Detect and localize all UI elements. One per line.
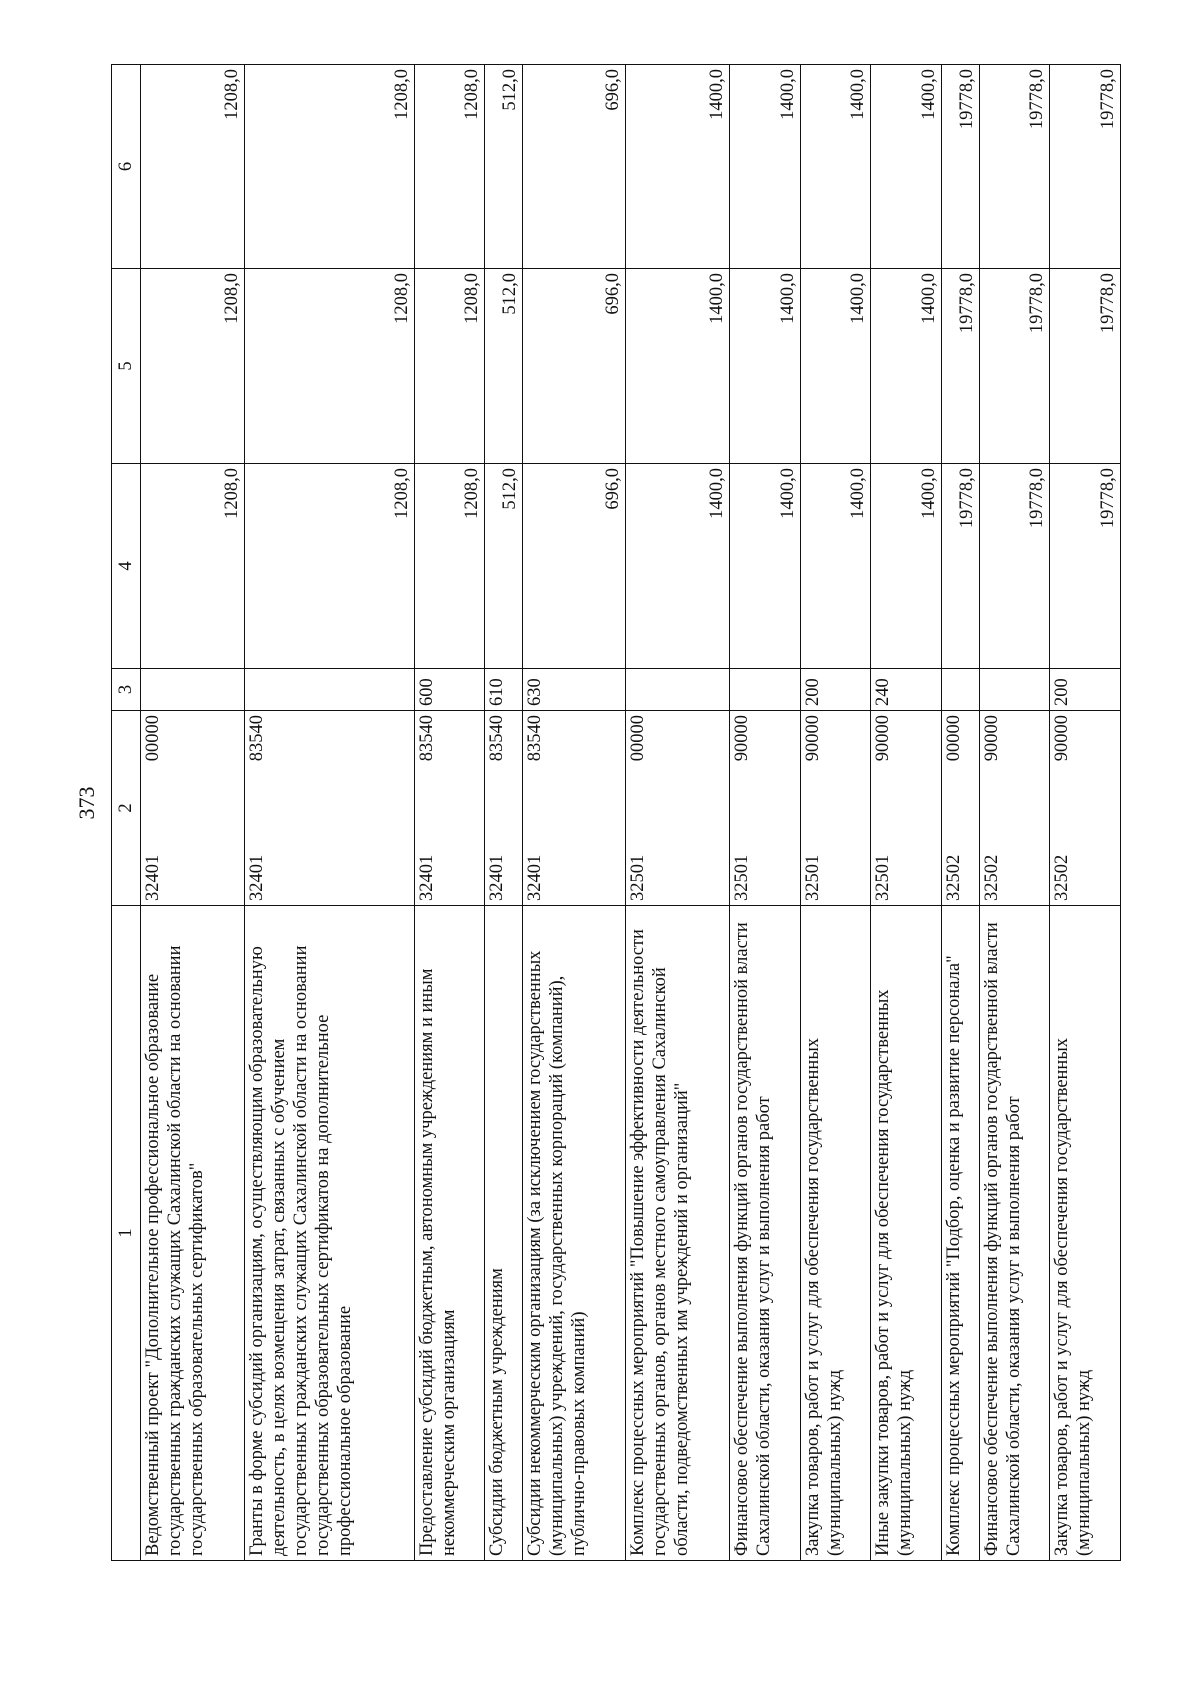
row-expense-type: 610 (485, 669, 523, 711)
code-direction: 90000 (873, 715, 894, 762)
table-row (244, 65, 414, 1561)
row-expense-type: 200 (1050, 669, 1121, 711)
code-direction: 83540 (416, 715, 437, 762)
row-value-4: 1400,0 (800, 464, 871, 669)
row-name: Субсидии бюджетным учреждениям (485, 906, 523, 1561)
row-value-4: 512,0 (485, 464, 523, 669)
row-value-5: 696,0 (522, 269, 626, 464)
row-expense-type (942, 669, 980, 711)
row-name: Субсидии некоммерческим организациям (за исключением государственных (муниципальных) учреждений, государственных корпораций (компаний), публично-правовых компаний) (522, 906, 626, 1561)
code-program: 32501 (873, 854, 894, 901)
header-row (112, 65, 141, 1561)
row-name: Комплекс процессных мероприятий "Повышение эффективности деятельности государственных органов, органов местного самоуправления Сахалинской области, подведомственных им учреждений и организаций" (626, 906, 730, 1561)
row-expense-type: 200 (800, 669, 871, 711)
code-direction: 00000 (143, 715, 163, 762)
row-value-5: 19778,0 (942, 269, 980, 464)
row-value-6: 1208,0 (414, 65, 485, 269)
table-body (141, 65, 1121, 1561)
row-expense-type: 240 (871, 669, 942, 711)
col-header-5: 5 (112, 269, 141, 464)
row-value-4: 19778,0 (1050, 464, 1121, 669)
row-name: Ведомственный проект "Дополнительное профессиональное образование государственных гражданских служащих Сахалинской области на основании государственных образовательных сертификатов" (141, 906, 245, 1561)
table-row (1050, 65, 1121, 1561)
row-expense-type (730, 669, 801, 711)
row-code (730, 711, 801, 906)
code-program: 32401 (524, 854, 545, 901)
row-code (414, 711, 485, 906)
code-direction: 83540 (524, 715, 545, 762)
code-program: 32401 (143, 854, 163, 901)
rotated-page-content (111, 65, 1121, 1561)
row-name: Финансовое обеспечение выполнения функций органов государственной власти Сахалинской области, оказания услуг и выполнения работ (730, 906, 801, 1561)
code-program: 32502 (981, 854, 1002, 901)
row-value-4: 1400,0 (871, 464, 942, 669)
col-header-3: 3 (112, 669, 141, 711)
row-value-5: 19778,0 (1050, 269, 1121, 464)
row-value-6: 1400,0 (800, 65, 871, 269)
row-value-5: 1208,0 (141, 269, 245, 464)
col-header-1: 1 (112, 906, 141, 1561)
row-value-6: 19778,0 (979, 65, 1050, 269)
table-row (730, 65, 801, 1561)
code-program: 32502 (944, 854, 965, 901)
row-expense-type (244, 669, 414, 711)
row-expense-type (141, 669, 245, 711)
col-header-2: 2 (112, 711, 141, 906)
row-code (485, 711, 523, 906)
row-name: Гранты в форме субсидий организациям, осуществляющим образовательную деятельность, в целях возмещения затрат, связанных с обучением государственных гражданских служащих Сахалинской области на основании государственных образовательных сертификатов на дополнительное профессиональное образование (244, 906, 414, 1561)
row-code (1050, 711, 1121, 906)
table-row (522, 65, 626, 1561)
code-program: 32501 (802, 854, 823, 901)
row-value-4: 19778,0 (942, 464, 980, 669)
row-value-5: 1400,0 (626, 269, 730, 464)
row-value-6: 1400,0 (730, 65, 801, 269)
code-direction: 90000 (802, 715, 823, 762)
code-program: 32501 (628, 854, 649, 901)
row-value-5: 1208,0 (414, 269, 485, 464)
row-value-4: 696,0 (522, 464, 626, 669)
row-value-5: 512,0 (485, 269, 523, 464)
row-value-6: 696,0 (522, 65, 626, 269)
row-code (244, 711, 414, 906)
row-expense-type (626, 669, 730, 711)
row-value-6: 19778,0 (942, 65, 980, 269)
code-direction: 83540 (487, 715, 508, 762)
col-header-4: 4 (112, 464, 141, 669)
row-name: Финансовое обеспечение выполнения функций органов государственной власти Сахалинской области, оказания услуг и выполнения работ (979, 906, 1050, 1561)
code-direction: 00000 (628, 715, 649, 762)
page-number: 373 (74, 786, 99, 820)
table-row (871, 65, 942, 1561)
table-row (979, 65, 1050, 1561)
row-name: Закупка товаров, работ и услуг для обеспечения государственных (муниципальных) нужд (800, 906, 871, 1561)
row-expense-type: 600 (414, 669, 485, 711)
code-program: 32401 (487, 854, 508, 901)
code-direction: 90000 (981, 715, 1002, 762)
table-row (626, 65, 730, 1561)
budget-table (111, 64, 1121, 1561)
table-row (414, 65, 485, 1561)
row-code (522, 711, 626, 906)
row-value-6: 1400,0 (871, 65, 942, 269)
code-program: 32502 (1052, 854, 1073, 901)
row-name: Иные закупки товаров, работ и услуг для обеспечения государственных (муниципальных) нужд (871, 906, 942, 1561)
row-value-6: 19778,0 (1050, 65, 1121, 269)
row-code (626, 711, 730, 906)
row-value-5: 1208,0 (244, 269, 414, 464)
table-row (141, 65, 245, 1561)
table-row (942, 65, 980, 1561)
table-row (485, 65, 523, 1561)
row-value-6: 1208,0 (141, 65, 245, 269)
row-name: Комплекс процессных мероприятий "Подбор, оценка и развитие персонала" (942, 906, 980, 1561)
code-program: 32401 (246, 854, 267, 901)
row-code (942, 711, 980, 906)
code-direction: 83540 (246, 715, 267, 762)
row-expense-type (979, 669, 1050, 711)
row-value-6: 1400,0 (626, 65, 730, 269)
code-direction: 90000 (732, 715, 753, 762)
row-expense-type: 630 (522, 669, 626, 711)
row-value-6: 512,0 (485, 65, 523, 269)
table-row (800, 65, 871, 1561)
row-code (871, 711, 942, 906)
row-value-6: 1208,0 (244, 65, 414, 269)
row-value-4: 1400,0 (730, 464, 801, 669)
row-value-5: 19778,0 (979, 269, 1050, 464)
row-code (141, 711, 245, 906)
row-value-4: 19778,0 (979, 464, 1050, 669)
row-value-5: 1400,0 (800, 269, 871, 464)
code-direction: 00000 (944, 715, 965, 762)
row-code (800, 711, 871, 906)
row-value-4: 1208,0 (414, 464, 485, 669)
row-name: Предоставление субсидий бюджетным, автономным учреждениям и иным некоммерческим организациям (414, 906, 485, 1561)
row-value-4: 1400,0 (626, 464, 730, 669)
code-direction: 90000 (1052, 715, 1073, 762)
row-value-4: 1208,0 (141, 464, 245, 669)
code-program: 32501 (732, 854, 753, 901)
code-program: 32401 (416, 854, 437, 901)
col-header-6: 6 (112, 65, 141, 269)
row-value-4: 1208,0 (244, 464, 414, 669)
row-value-5: 1400,0 (871, 269, 942, 464)
row-name: Закупка товаров, работ и услуг для обеспечения государственных (муниципальных) нужд (1050, 906, 1121, 1561)
row-code (979, 711, 1050, 906)
row-value-5: 1400,0 (730, 269, 801, 464)
